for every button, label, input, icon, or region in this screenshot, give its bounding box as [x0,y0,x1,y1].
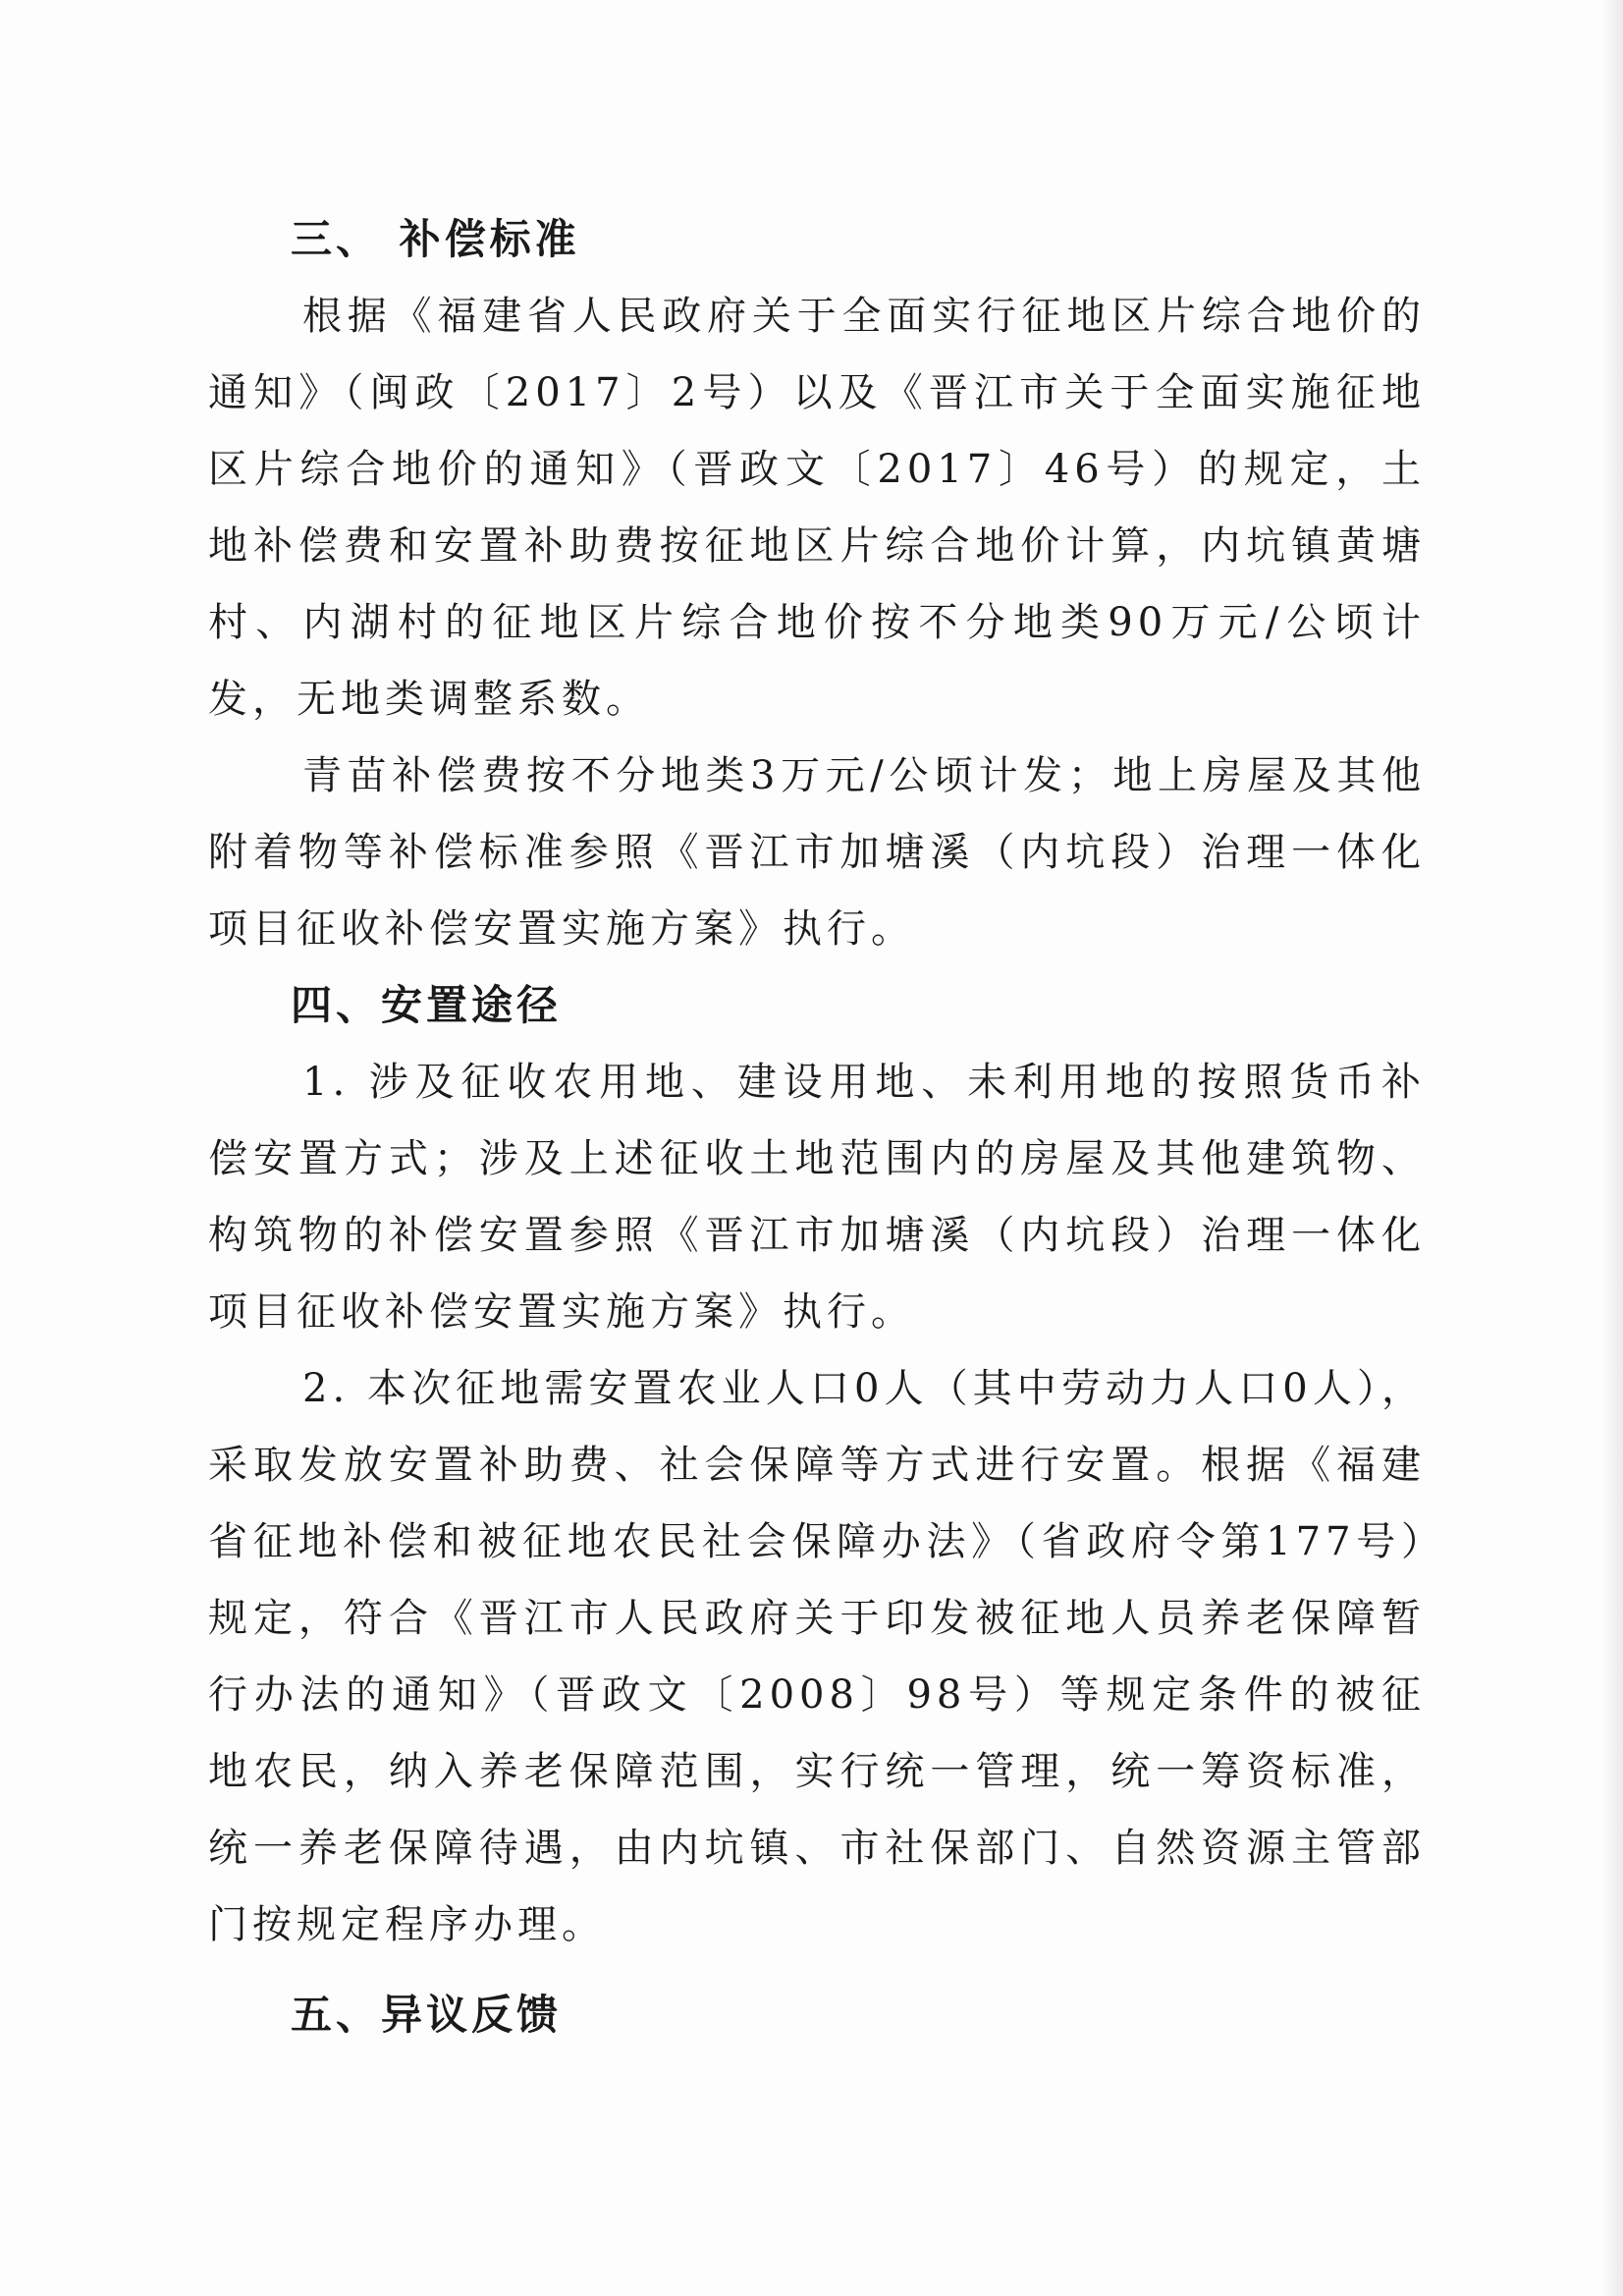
scan-edge-shadow [1601,0,1623,2296]
section-heading-objection-feedback: 五、异议反馈 [291,1991,563,2039]
section-heading-compensation-standard: 三、 补偿标准 [291,215,580,263]
document-body [208,201,1426,2053]
paragraph-land-price-basis: 根据《福建省人民政府关于全面实行征地区片综合地价的通知》（闽政〔2017〕2号）以及《晋江市关于全面实施征地区片综合地价的通知》（晋政文〔2017〕46号）的规定，土地补偿费和安置补助费按征地区片综合地价计算，内坑镇黄塘村、内湖村的征地区片综合地价按不分地类90万元/公顷计发，无地类调整系数。 [208,294,1426,722]
section-heading-resettlement-approach: 四、安置途径 [291,981,563,1029]
paragraph-crop-compensation: 青苗补偿费按不分地类3万元/公顷计发；地上房屋及其他附着物等补偿标准参照《晋江市加塘溪（内坑段）治理一体化项目征收补偿安置实施方案》执行。 [208,753,1426,952]
paragraph-social-security: 2. 本次征地需安置农业人口0人（其中劳动力人口0人），采取发放安置补助费、社会保障等方式进行安置。根据《福建省征地补偿和被征地农民社会保障办法》（省政府令第177号）规定，符合《晋江市人民政府关于印发被征地人员养老保障暂行办法的通知》（晋政文〔2008〕98号）等规定条件的被征地农民，纳入养老保障范围，实行统一管理，统一筹资标准，统一养老保障待遇，由内坑镇、市社保部门、自然资源主管部门按规定程序办理。 [208,1366,1426,1947]
paragraph-monetary-compensation: 1. 涉及征收农用地、建设用地、未利用地的按照货币补偿安置方式；涉及上述征收土地范围内的房屋及其他建筑物、构筑物的补偿安置参照《晋江市加塘溪（内坑段）治理一体化项目征收补偿安置实施方案》执行。 [208,1060,1426,1335]
